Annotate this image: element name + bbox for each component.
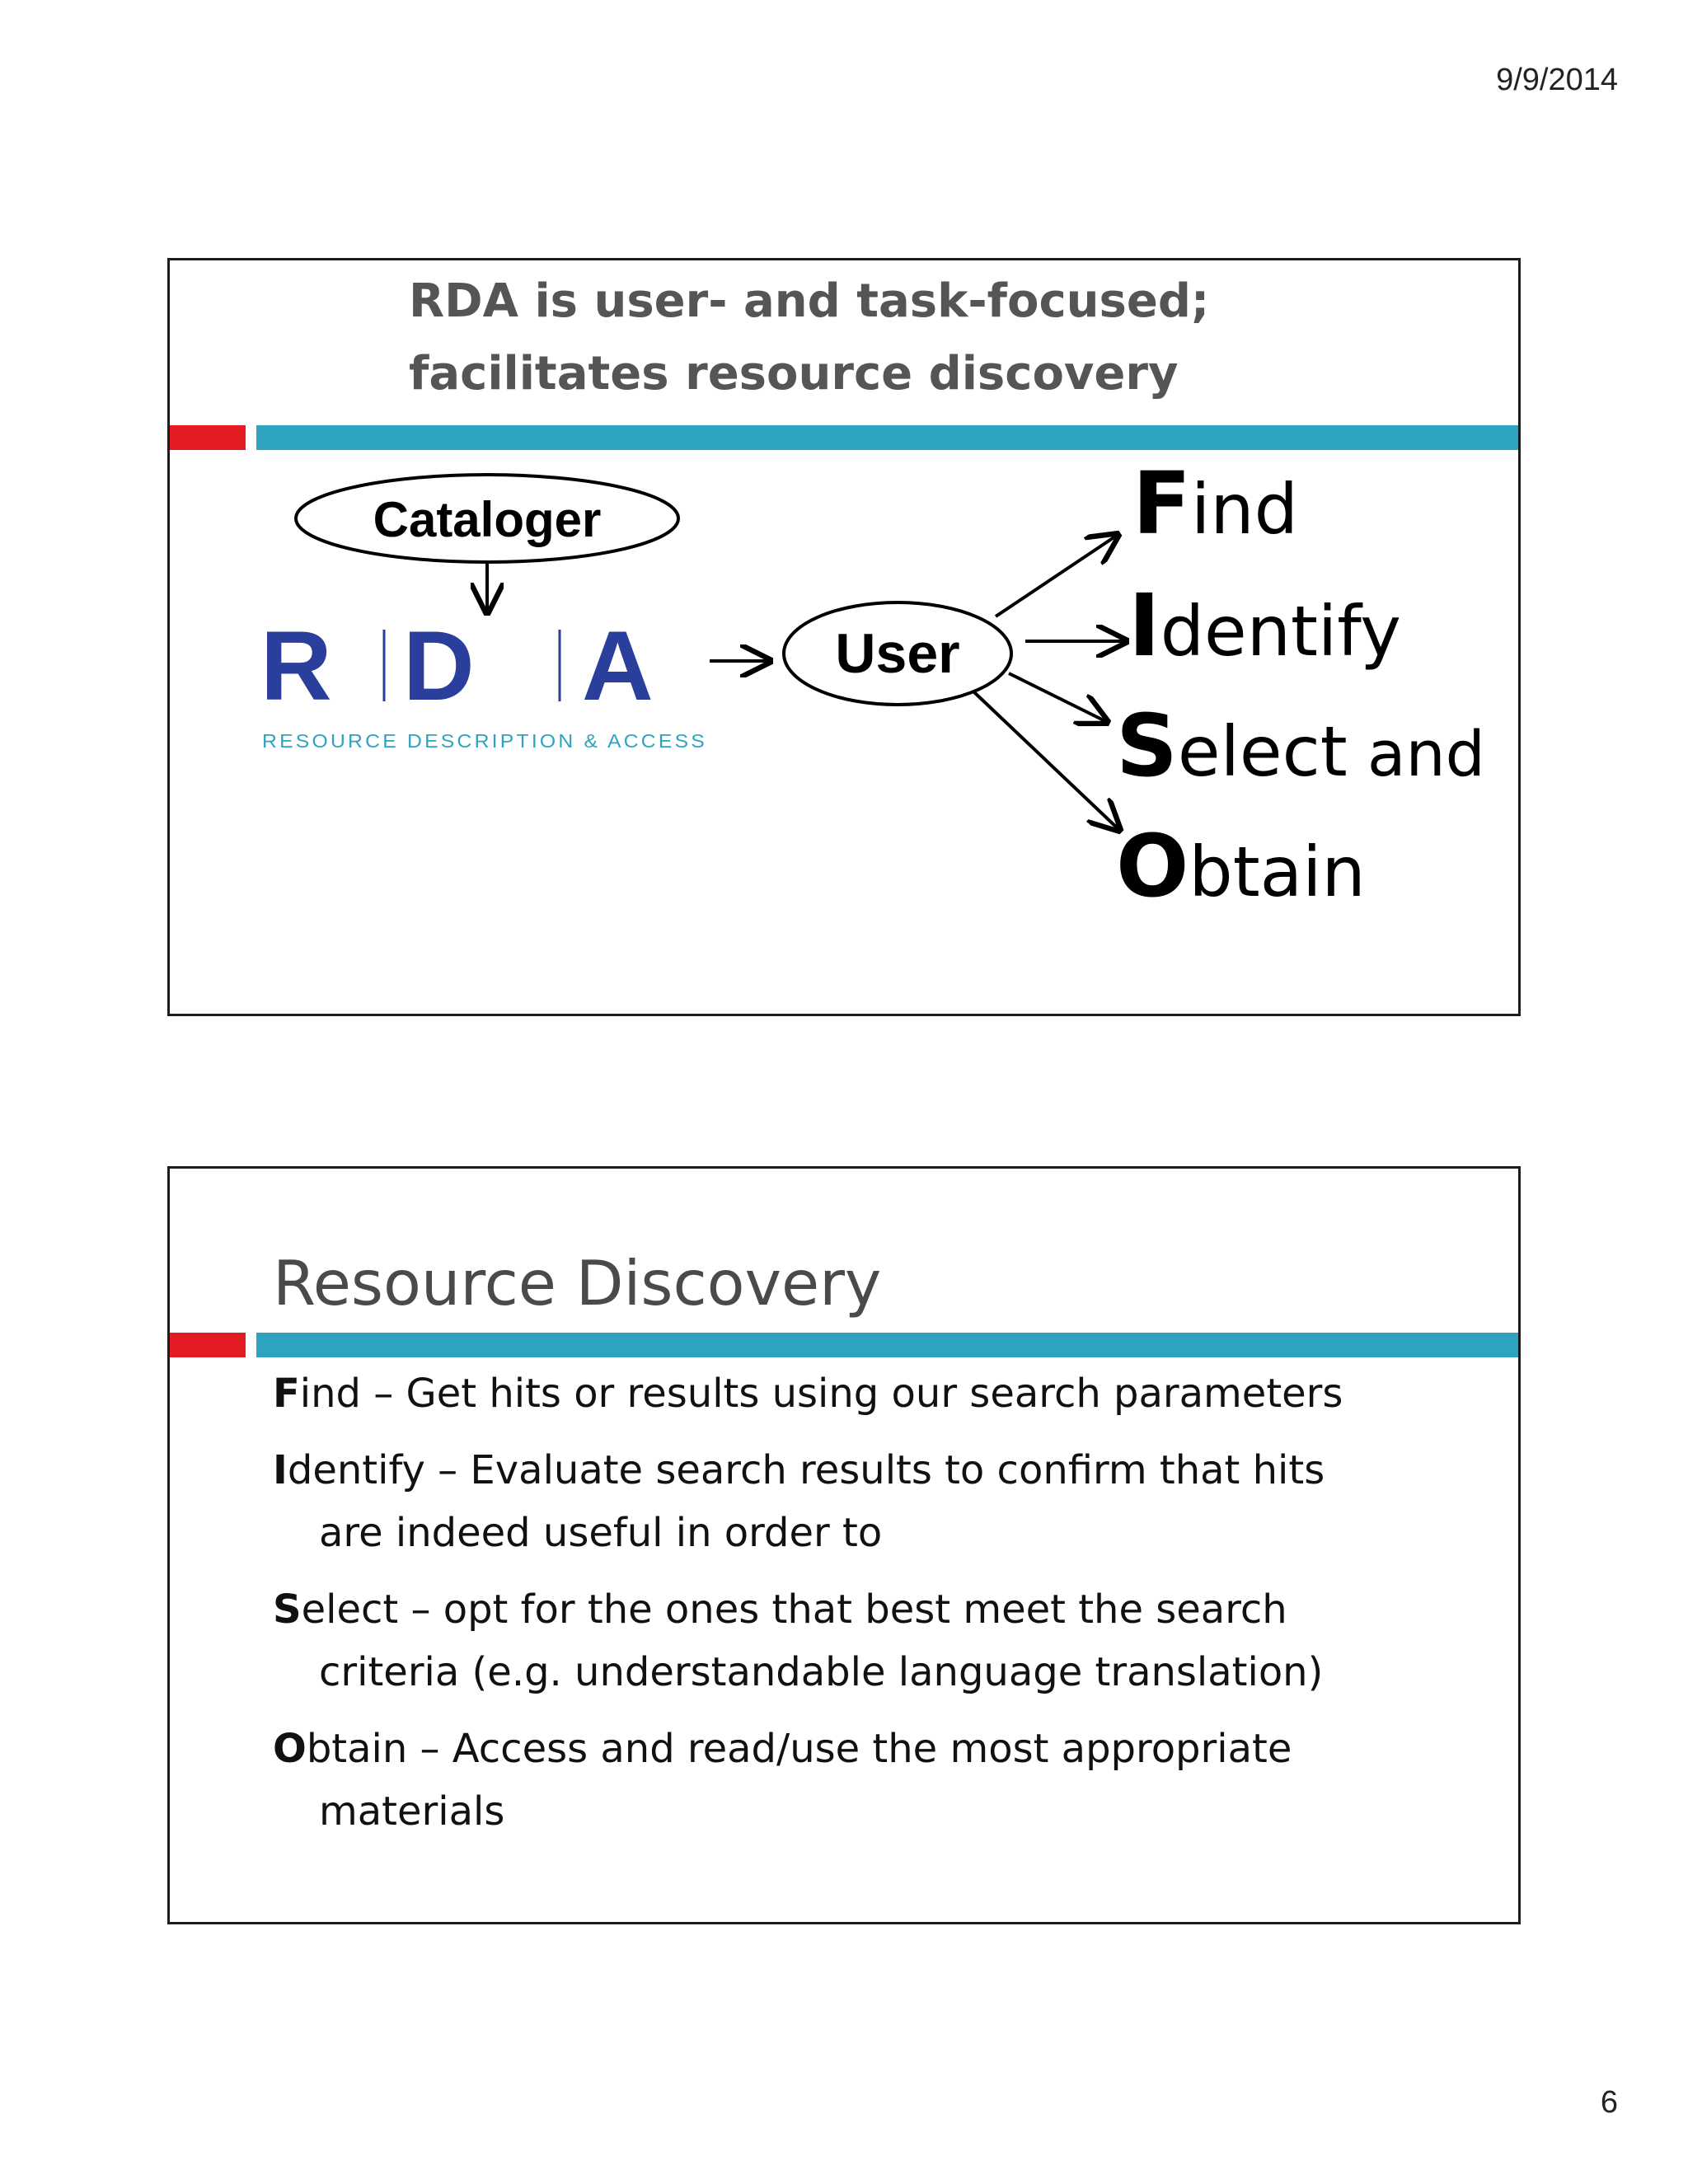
slide2-title: Resource Discovery: [273, 1247, 882, 1319]
list-item-text: dentify – Evaluate search results to confirm that hits: [287, 1447, 1325, 1493]
arrow-user-to-find: [996, 535, 1118, 616]
slide-rda-user-focused: [167, 258, 1521, 1016]
rda-logo-letter-r: R: [260, 611, 332, 721]
list-item-initial: S: [273, 1586, 302, 1633]
rda-logo-letter-a: A: [582, 611, 654, 721]
list-item-continuation: criteria (e.g. understandable language translation): [319, 1649, 1324, 1695]
list-item-identify: [273, 1439, 1468, 1564]
user-label: User: [835, 622, 960, 685]
task-select-suffix: and: [1347, 717, 1485, 790]
rda-logo-letter-d: D: [403, 611, 475, 721]
arrow-user-to-select: [1009, 673, 1107, 722]
page-date: 9/9/2014: [1496, 63, 1618, 97]
task-select-rest: elect: [1177, 711, 1348, 792]
slide-resource-discovery: [167, 1166, 1521, 1924]
list-item-initial: O: [273, 1726, 307, 1772]
list-item-obtain: [273, 1718, 1468, 1843]
task-find-rest: ind: [1191, 469, 1298, 550]
slide1-title-line2: facilitates resource discovery: [409, 347, 1179, 401]
task-identify-rest: dentify: [1160, 591, 1402, 672]
rda-diagram: [170, 260, 1518, 1014]
task-identify: [1128, 575, 1401, 676]
resource-discovery-list: [273, 1362, 1468, 1857]
slide1-title-line1: RDA is user- and task-focused;: [409, 274, 1210, 328]
task-obtain-rest: btain: [1189, 832, 1366, 912]
arrow-user-to-obtain: [973, 691, 1119, 830]
task-identify-initial: I: [1128, 575, 1160, 676]
rda-logo: [260, 611, 707, 752]
cataloger-label: Cataloger: [373, 492, 602, 547]
page-number: 6: [1600, 2085, 1618, 2120]
task-select-initial: S: [1116, 696, 1178, 796]
list-item-find: [273, 1362, 1468, 1425]
task-obtain: [1116, 816, 1366, 916]
task-select: [1116, 696, 1485, 796]
list-item-text: btain – Access and read/use the most appropriate: [306, 1726, 1292, 1772]
list-item-text: ind – Get hits or results using our search parameters: [299, 1371, 1343, 1417]
list-item-initial: I: [273, 1447, 288, 1493]
list-item-continuation: materials: [319, 1788, 505, 1835]
list-item-initial: F: [273, 1371, 300, 1417]
rda-logo-tagline: RESOURCE DESCRIPTION & ACCESS: [262, 730, 707, 752]
task-find-initial: F: [1132, 453, 1192, 554]
task-obtain-initial: O: [1116, 816, 1189, 916]
list-item-continuation: are indeed useful in order to: [319, 1510, 883, 1556]
list-item-text: elect – opt for the ones that best meet the search: [301, 1586, 1287, 1633]
list-item-select: [273, 1578, 1468, 1704]
accent-bar-red: [170, 1333, 246, 1357]
task-find: [1132, 453, 1298, 554]
accent-bar-teal: [256, 1333, 1518, 1357]
